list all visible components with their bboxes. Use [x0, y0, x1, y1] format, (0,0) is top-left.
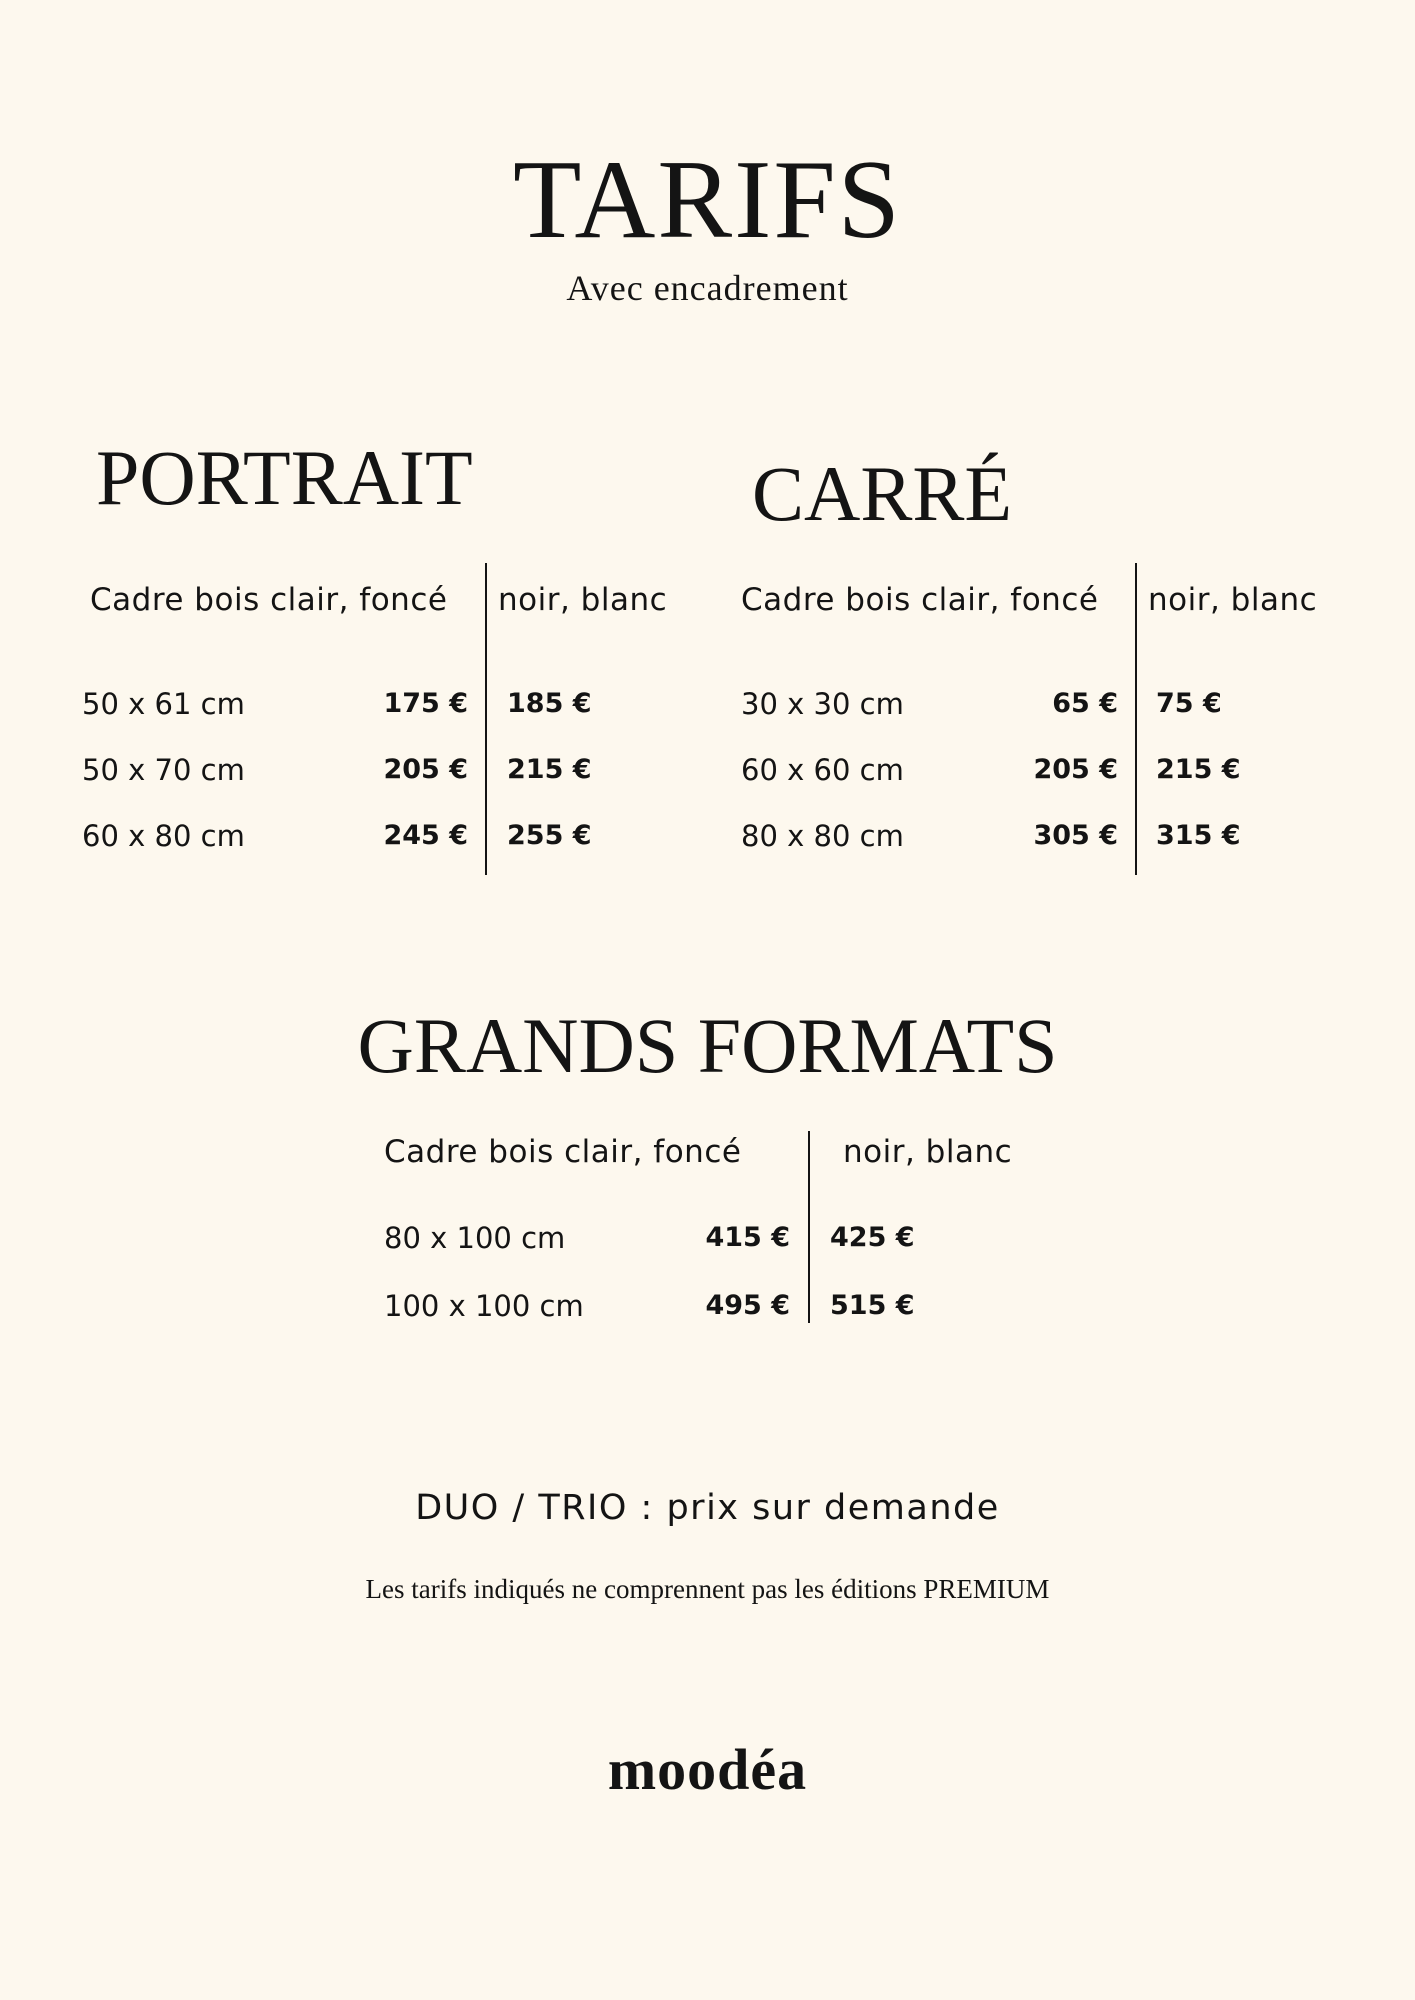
- portrait-row-3-wood-price: 245 €: [383, 820, 468, 851]
- carre-row-3-size: 80 x 80 cm: [741, 819, 904, 853]
- carre-col-wood-label: Cadre bois clair, foncé: [741, 582, 1099, 618]
- grands-formats-row-2-wood-price: 495 €: [705, 1290, 790, 1321]
- grands-formats-col-wood-label: Cadre bois clair, foncé: [384, 1134, 742, 1170]
- carre-row-3-wood-price: 305 €: [1033, 820, 1118, 851]
- carre-divider: [1135, 563, 1137, 875]
- carre-col-color-label: noir, blanc: [1148, 582, 1318, 618]
- grands-formats-row-2-color-price: 515 €: [830, 1290, 915, 1321]
- carre-row-3-color-price: 315 €: [1156, 820, 1241, 851]
- portrait-row-1-size: 50 x 61 cm: [82, 687, 245, 721]
- carre-row-1-size: 30 x 30 cm: [741, 687, 904, 721]
- duo-trio-note: DUO / TRIO : prix sur demande: [415, 1488, 1000, 1528]
- carre-row-2-size: 60 x 60 cm: [741, 753, 904, 787]
- premium-footnote: Les tarifs indiqués ne comprennent pas les éditions PREMIUM: [365, 1574, 1050, 1604]
- portrait-col-wood-label: Cadre bois clair, foncé: [90, 582, 448, 618]
- grands-formats-row-2-size: 100 x 100 cm: [384, 1289, 584, 1323]
- grands-formats-divider: [808, 1131, 810, 1323]
- grands-formats-row-1-wood-price: 415 €: [705, 1222, 790, 1253]
- brand-logo: moodéa: [607, 1737, 808, 1802]
- grands-formats-row-1-size: 80 x 100 cm: [384, 1221, 566, 1255]
- portrait-row-3-color-price: 255 €: [507, 820, 592, 851]
- grands-formats-col-color-label: noir, blanc: [843, 1134, 1013, 1170]
- carre-title: CARRÉ: [752, 450, 1013, 537]
- portrait-row-1-color-price: 185 €: [507, 688, 592, 719]
- carre-row-1-color-price: 75 €: [1156, 688, 1222, 719]
- page-subtitle: Avec encadrement: [566, 268, 849, 308]
- portrait-title: PORTRAIT: [96, 434, 473, 521]
- portrait-row-2-color-price: 215 €: [507, 754, 592, 785]
- carre-row-2-wood-price: 205 €: [1033, 754, 1118, 785]
- portrait-divider: [485, 563, 487, 875]
- page-title: TARIFS: [513, 138, 902, 262]
- carre-row-1-wood-price: 65 €: [1052, 688, 1118, 719]
- portrait-row-1-wood-price: 175 €: [383, 688, 468, 719]
- portrait-row-2-size: 50 x 70 cm: [82, 753, 245, 787]
- portrait-row-3-size: 60 x 80 cm: [82, 819, 245, 853]
- grands-formats-title: GRANDS FORMATS: [357, 1002, 1058, 1089]
- carre-row-2-color-price: 215 €: [1156, 754, 1241, 785]
- grands-formats-row-1-color-price: 425 €: [830, 1222, 915, 1253]
- portrait-col-color-label: noir, blanc: [498, 582, 668, 618]
- portrait-row-2-wood-price: 205 €: [383, 754, 468, 785]
